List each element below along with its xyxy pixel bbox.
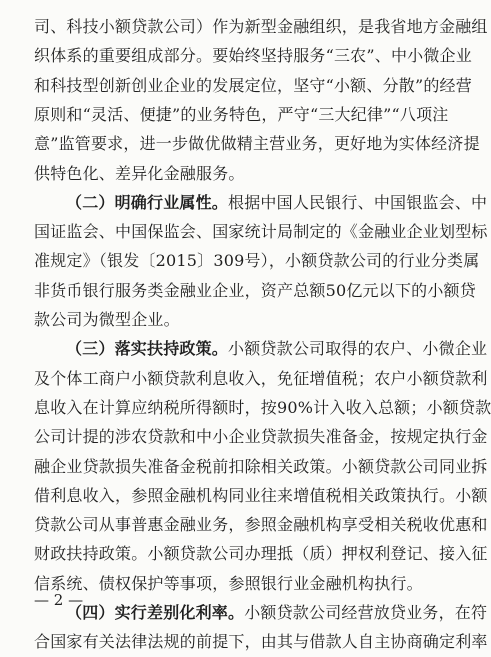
paragraph-1-line-1: 司、科技小额贷款公司）作为新型金融组织，是我省地方金融组 — [34, 17, 488, 36]
paragraph-4-line-2: 合国家有关法律法规的前提下，由其与借款人自主协商确定利率 — [34, 632, 488, 652]
paragraph-3-body-start: 小额贷款公司取得的农户、小微企业 — [228, 339, 488, 359]
paragraph-3-line-2: 及个体工商户小额贷款利息收入，免征增值税；农户小额贷款利 — [34, 368, 488, 388]
paragraph-3-heading: （三）落实扶持政策。 — [66, 339, 229, 359]
paragraph-1-line-6: 供特色化、差异化金融服务。 — [34, 163, 245, 183]
paragraph-3-line-1 — [66, 334, 488, 364]
paragraph-3-line-6: 借利息收入，参照金融机构同业往来增值税相关政策执行。小额 — [34, 485, 488, 505]
paragraph-2-body-start: 根据中国人民银行、中国银监会、中 — [228, 192, 488, 212]
paragraph-1-line-4: 原则和“灵活、便捷”的业务特色，严守“三大纪律”“八项注 — [34, 104, 449, 124]
paragraph-1-line-3: 和科技型创新创业企业的发展定位，坚守“小额、分散”的经营 — [34, 75, 472, 95]
page-number: — 2 — — [34, 591, 84, 609]
paragraph-4-heading: （四）实行差别化利率。 — [66, 603, 245, 622]
paragraph-3-line-9: 信系统、债权保护等事项，参照银行业金融机构执行。 — [34, 573, 423, 593]
paragraph-2-line-1 — [66, 188, 488, 218]
paragraph-4-line-1 — [66, 598, 488, 628]
paragraph-2-line-5: 款公司为微型企业。 — [34, 310, 180, 329]
paragraph-1-line-2: 织体系的重要组成部分。要始终坚持服务“三农”、中小微企业 — [34, 46, 472, 66]
paragraph-2-heading: （二）明确行业属性。 — [66, 192, 229, 212]
paragraph-4-body-start: 小额贷款公司经营放贷业务，在符 — [244, 603, 488, 622]
paragraph-3-line-8: 财政扶持政策。小额贷款公司办理抵（质）押权利登记、接入征 — [34, 544, 488, 564]
paragraph-2-line-3: 准规定》（银发〔2015〕309号），小额贷款公司的行业分类属 — [34, 251, 480, 271]
paragraph-3-line-3: 息收入在计算应纳税所得额时，按90%计入收入总额；小额贷款 — [34, 397, 491, 417]
paragraph-2-line-2: 国证监会、中国保监会、国家统计局制定的《金融业企业划型标 — [34, 222, 488, 242]
paragraph-3-line-4: 公司计提的涉农贷款和中小企业贷款损失准备金，按规定执行金 — [34, 427, 488, 447]
paragraph-1-line-5: 意”监管要求，进一步做优做精主营业务，更好地为实体经济提 — [34, 134, 480, 154]
paragraph-3-line-7: 贷款公司从事普惠金融业务，参照金融机构享受相关税收优惠和 — [34, 515, 488, 535]
paragraph-3-line-5: 融企业贷款损失准备金税前扣除相关政策。小额贷款公司同业拆 — [34, 456, 488, 476]
paragraph-2-line-4: 非货币银行服务类金融业企业，资产总额50亿元以下的小额贷 — [34, 280, 476, 300]
